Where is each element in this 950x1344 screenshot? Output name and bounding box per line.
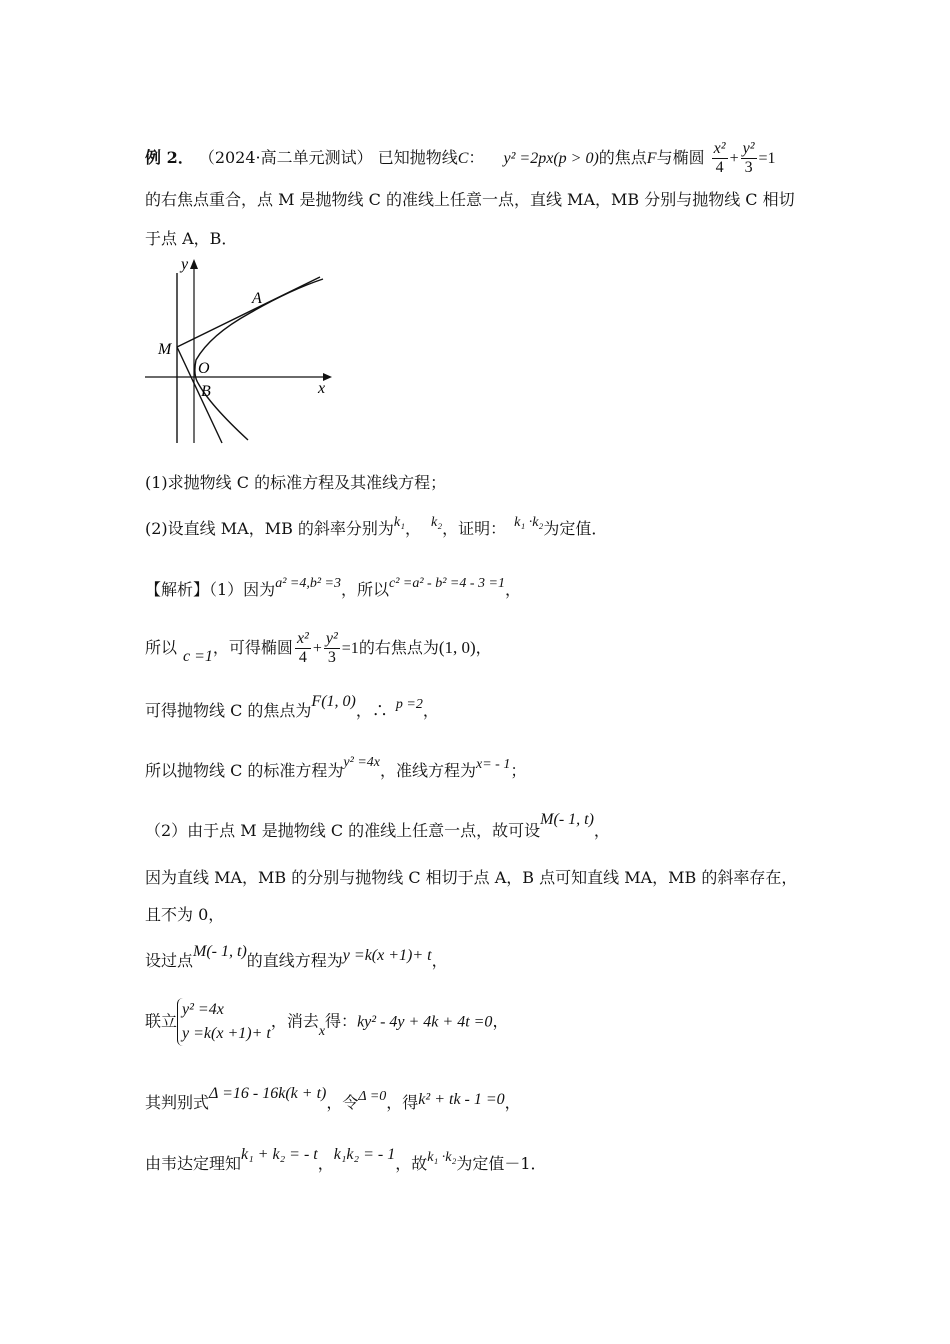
k2: k₂ bbox=[431, 515, 443, 530]
solution-line-3: 可得抛物线 C 的焦点为F(1, 0)，∴ p =2， bbox=[145, 693, 439, 720]
math-x: x bbox=[318, 1023, 326, 1039]
math-p: p =2 bbox=[395, 697, 423, 712]
solution-line-2: 所以 c =1，可得椭圆 $\frac{\text{x²}}{4}$ + $\frac{\text{y²}}{3}$ =1的右焦点为(1, 0)， bbox=[145, 630, 492, 666]
k1: k₁ bbox=[393, 515, 406, 530]
plus: + bbox=[729, 150, 739, 167]
question-1: (1)求抛物线 C 的标准方程及其准线方程； bbox=[145, 473, 447, 492]
math-point: (1, 0) bbox=[438, 638, 476, 657]
label-O: O bbox=[198, 360, 210, 377]
parabola-figure bbox=[140, 255, 340, 450]
solution-line-1: 【解析】（1）因为a² =4,b² =3，所以c² =a² - b² =4 - 3 =1， bbox=[145, 576, 521, 599]
math-directrix: x= - 1 bbox=[476, 757, 511, 772]
var-C: C bbox=[457, 150, 469, 167]
parabola-equation: y² =2px(p > 0) bbox=[503, 150, 599, 167]
solution-line-6: 因为直线 MA，MB 的分别与抛物线 C 相切于点 A，B 点可知直线 MA，MB 的斜率存在， bbox=[145, 868, 798, 887]
example-text: 与椭圆 bbox=[656, 148, 705, 167]
ellipse-frac-y-2: $\frac{\text{y²}}{3}$ bbox=[325, 630, 338, 666]
solution-line-11: 由韦达定理知k₁ + k₂ = - t，k₁k₂ = - 1，故k₁ ·k₂为定值－1． bbox=[145, 1146, 547, 1173]
solution-line-10: 其判别式Δ =16 - 16k(k + t)，令Δ =0，得k² + tk - 1 =0， bbox=[145, 1085, 521, 1112]
equation-system: y² =4x y =k(x +1)+ t bbox=[177, 998, 271, 1046]
solution-line-4: 所以抛物线 C 的标准方程为y² =4x，准线方程为x= - 1； bbox=[145, 755, 527, 780]
math-vieta-prod: k₁k₂ = - 1 bbox=[333, 1146, 396, 1163]
math-c: c =1 bbox=[183, 648, 213, 665]
math-delta0: Δ =0 bbox=[358, 1089, 387, 1104]
equals-one: =1 bbox=[758, 150, 776, 167]
y-axis-arrow-icon bbox=[190, 259, 198, 269]
solution-line-5: （2）由于点 M 是抛物线 C 的准线上任意一点，故可设M(- 1, t)， bbox=[145, 811, 610, 840]
math-parabola: y² =4x bbox=[343, 755, 380, 770]
question-2: (2)设直线 MA，MB 的斜率分别为k₁， k₂，证明： k₁ ·k₂为定值． bbox=[145, 515, 608, 538]
example-line-1 bbox=[145, 140, 776, 177]
example-label: 例 2． bbox=[145, 148, 194, 167]
var-F: F bbox=[646, 150, 657, 167]
label-M: M bbox=[158, 341, 172, 358]
label-B: B bbox=[201, 383, 211, 400]
math-ab: a² =4,b² =3 bbox=[275, 576, 341, 591]
label-A: A bbox=[252, 290, 262, 307]
ellipse-frac-x: $\frac{\text{x²}}{4}$ bbox=[713, 140, 726, 176]
solution-line-8: 设过点M(- 1, t)的直线方程为y =k(x +1)+ t， bbox=[145, 943, 448, 970]
math-M-2: M(- 1, t) bbox=[193, 943, 247, 960]
example-line-2: 的右焦点重合，点 M 是抛物线 C 的准线上任意一点，直线 MA，MB 分别与抛物线 C 相切 bbox=[145, 190, 795, 209]
math-quadratic: ky² - 4y + 4k + 4t =0 bbox=[357, 1013, 493, 1031]
math-F: F(1, 0) bbox=[311, 693, 356, 710]
solution-line-9: 联立 y² =4x y =k(x +1)+ t ，消去x得：ky² - 4y + 4k + 4t =0， bbox=[145, 998, 508, 1046]
solution-line-7: 且不为 0， bbox=[145, 905, 225, 924]
tangent-MA bbox=[177, 277, 320, 347]
math-discriminant: Δ =16 - 16k(k + t) bbox=[209, 1085, 327, 1102]
ellipse-frac-y: $\frac{\text{y²}}{3}$ bbox=[742, 140, 755, 176]
example-source: （2024·高二单元测试） bbox=[198, 148, 373, 167]
math-k1k2: k₁ ·k₂ bbox=[427, 1150, 457, 1165]
math-k-eq: k² + tk - 1 =0 bbox=[418, 1091, 505, 1108]
math-M: M(- 1, t) bbox=[540, 811, 594, 828]
ellipse-frac-x-2: $\frac{\text{x²}}{4}$ bbox=[296, 630, 309, 666]
colon: ： bbox=[468, 148, 485, 167]
example-line-3: 于点 A，B． bbox=[145, 229, 238, 248]
math-line-eq: y =k(x +1)+ t bbox=[342, 947, 432, 964]
k1k2: k₁ ·k₂ bbox=[514, 515, 544, 530]
example-text: 已知抛物线 bbox=[377, 148, 458, 167]
math-c2: c² =a² - b² =4 - 3 =1 bbox=[389, 576, 505, 591]
label-x: x bbox=[318, 380, 326, 397]
example-text: 的焦点 bbox=[598, 148, 647, 167]
math-vieta-sum: k₁ + k₂ = - t bbox=[241, 1146, 318, 1163]
label-y: y bbox=[181, 256, 189, 273]
